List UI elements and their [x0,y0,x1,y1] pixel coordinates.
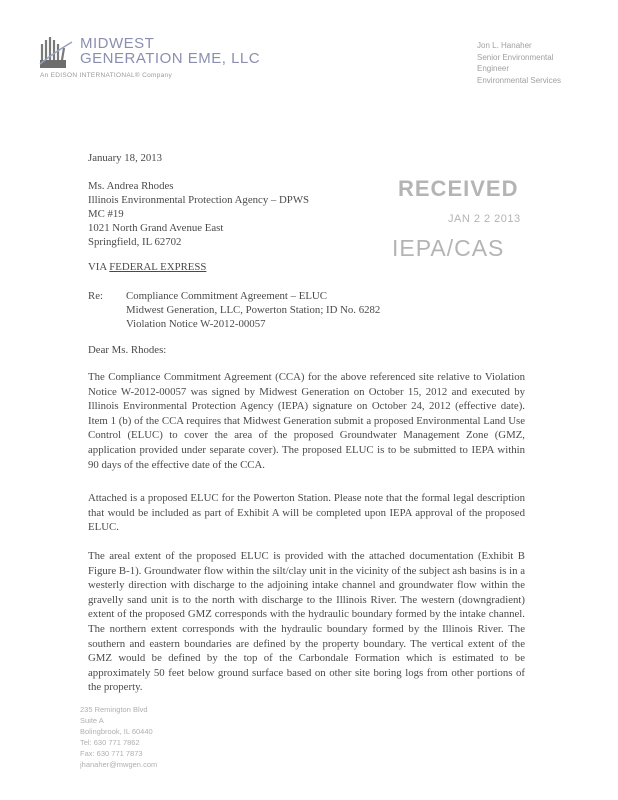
subject-line: Midwest Generation, LLC, Powerton Station; ID No. 6282 [126,303,381,316]
footer-address [80,704,157,770]
recipient-mail-code: MC #19 [88,207,124,220]
recipient-city: Springfield, IL 62702 [88,235,182,248]
company-name-line1: MIDWEST [80,35,155,52]
company-tagline: An EDISON INTERNATIONAL® Company [40,72,173,79]
body-paragraph: Attached is a proposed ELUC for the Powerton Station. Please note that the formal legal description that would be included as part of Exhibit A will be completed upon IEPA approval of the proposed ELUC. [88,492,525,534]
subject-block [126,290,380,332]
recipient-address [88,180,309,250]
footer-line: Suite A [80,716,104,725]
company-name-line2: GENERATION EME, LLC [80,50,261,67]
sender-block [477,40,561,86]
recipient-name: Ms. Andrea Rhodes [88,180,174,192]
sender-title-line2: Engineer [477,64,510,73]
footer-line: jhanaher@mwgen.com [80,760,158,769]
letter-date: January 18, 2013 [88,152,163,164]
subject-label: Re: [88,290,103,302]
recipient-street: 1021 North Grand Avenue East [88,221,224,234]
received-stamp-office: IEPA/CAS [392,235,505,261]
footer-line: Tel: 630 771 7862 [80,738,140,747]
received-stamp: RECEIVED [398,176,519,201]
sender-name: Jon L. Hanaher [477,41,532,50]
delivery-method [88,261,206,275]
delivery-method-prefix: VIA [88,261,110,273]
subject-line: Violation Notice W-2012-00057 [126,317,266,330]
body-paragraph: The Compliance Commitment Agreement (CCA) for the above referenced site relative to Violation Notice W-2012-00057 was signed by Midwest Generation on October 15, 2012 and executed by Illinois Environmental Protection Agency (IEPA) signature on October 24, 2012 (effective date). Item 1 (b) of the CCA requires that Midwest Generation submit a proposed Environmental Land Use Control (ELUC) to cover the area of the proposed Groundwater Management Zone (GMZ, application provided under separate cover). The proposed ELUC is to be submitted to IEPA within 90 days of the effective date of the CCA. [88,371,525,471]
body-paragraph: The areal extent of the proposed ELUC is provided with the attached documentation (Exhibit B Figure B-1). Groundwater flow within the silt/clay unit in the vicinity of the subject ash basins is in a westerly direction with discharge to the adjoining intake channel and groundwater flow within the gravelly sand unit is to the north with discharge to the Illinois River. The western (downgradient) extent of the proposed GMZ corresponds with the hydraulic boundary formed by the intake channel. The northern extent corresponds with the hydraulic boundary formed by the Illinois River. The southern and eastern boundaries are defined by the property boundary. The vertical extent of the GMZ would be defined by the top of the Carbondale Formation which is estimated to be approximately 50 feet below ground surface based on other site boring logs from other portions of the property. [88,550,525,694]
footer-line: Bolingbrook, IL 60440 [80,727,153,736]
subject-line: Compliance Commitment Agreement – ELUC [126,290,327,302]
company-logo-icon [38,34,76,70]
footer-line: 235 Remington Blvd [80,705,148,714]
sender-department: Environmental Services [477,75,562,85]
salutation: Dear Ms. Rhodes: [88,344,167,356]
received-stamp-date: JAN 2 2 2013 [448,213,521,225]
footer-line: Fax: 630 771 7873 [80,749,143,758]
delivery-method-name: FEDERAL EXPRESS [109,261,207,273]
recipient-agency: Illinois Environmental Protection Agency – DPWS [88,193,310,206]
sender-title-line1: Senior Environmental [477,52,554,62]
